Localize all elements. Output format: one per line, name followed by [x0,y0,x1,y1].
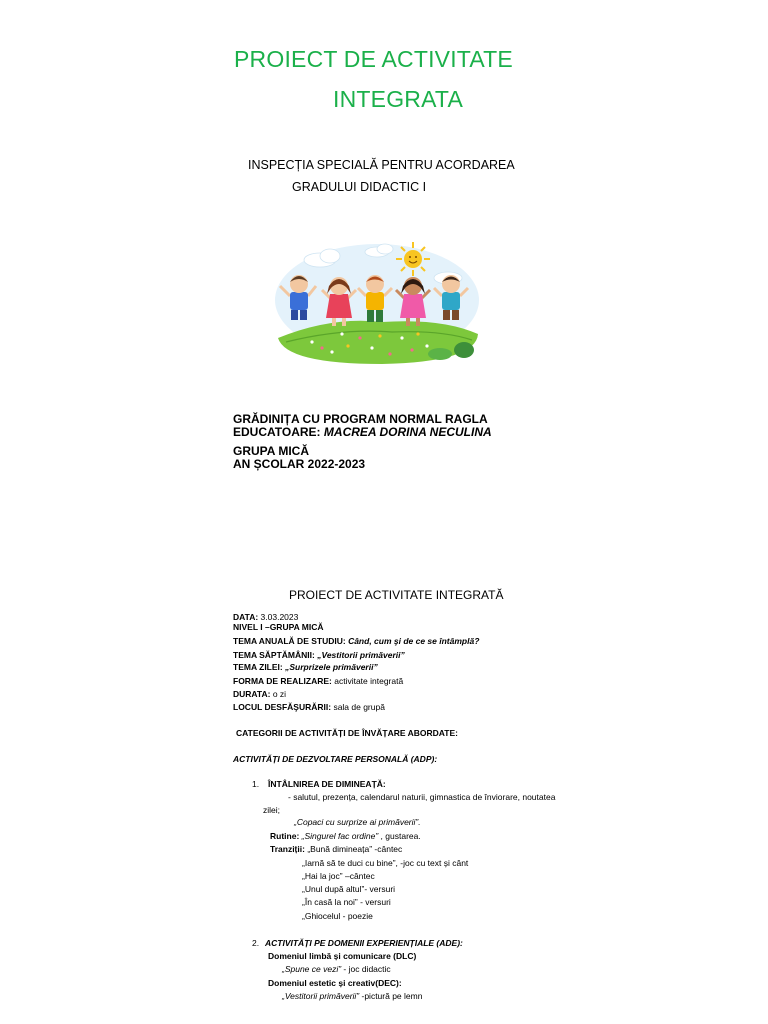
rutine-line [270,831,421,841]
field-value: „Surprizele primăverii” [285,662,378,672]
school-name: GRĂDINIȚA CU PROGRAM NORMAL RAGLA [233,412,488,426]
adp-heading-text: ACTIVITĂȚI DE DEZVOLTARE PERSONALĂ (ADP): [233,754,438,764]
group-name: GRUPA MICĂ [233,444,309,458]
title-line-1: PROIECT DE ACTIVITATE [234,46,513,72]
field-value: Când, cum şi de ce se întâmplă? [348,636,480,646]
dec-item [282,991,422,1001]
field-tema-anuala [233,636,479,646]
section-2-heading [265,938,463,948]
field-label: FORMA DE REALIZARE: [233,676,335,686]
educator-label: EDUCATOARE: [233,425,321,439]
field-value: activitate integrată [334,676,404,686]
section-1-quote-text: „Copaci cu surprize ai primăverii”. [294,817,421,827]
field-label: TEMA ZILEI: [233,662,286,672]
section-1-quote [294,817,421,827]
dec-label-text: Domeniul estetic și creativ(DEC): [268,978,402,988]
field-tema-zilei [233,662,378,672]
dec-label [268,978,402,988]
tranzitii-item: „Ghiocelul - poezie [302,911,373,921]
field-label: DURATA: [233,689,273,699]
subtitle-line-2: GRADULUI DIDACTIC I [292,180,427,194]
children-jumping-illustration [272,238,482,372]
section-1-desc-line-1: - salutul, prezența, calendarul naturii, gimnastica de înviorare, noutatea [288,792,556,802]
field-label: TEMA SĂPTĂMÂNII: [233,650,318,660]
dlc-item-title: „Spune ce vezi” [282,964,342,974]
field-label: TEMA ANUALĂ DE STUDIU: [233,636,349,646]
categories-heading [236,728,458,738]
section-1-heading [268,779,386,789]
field-value: sala de grupă [333,702,385,712]
sun-icon [396,242,430,276]
dlc-label-text: Domeniul limbă și comunicare (DLC) [268,951,417,961]
tranzitii-item: „În casă la noi” - versuri [302,897,391,907]
field-value: „Vestitorii primăverii” [317,650,405,660]
school-year: AN ȘCOLAR 2022-2023 [233,457,366,471]
project-title: PROIECT DE ACTIVITATE INTEGRATĂ [289,588,504,602]
field-value: o zi [272,689,287,699]
field-value: 3.03.2023 [258,612,299,622]
field-locul [233,702,385,712]
tranzitii-item: „Hai la joc” –cântec [302,871,375,881]
field-forma [233,676,403,686]
rutine-value: „Singurel fac ordine” [301,831,379,841]
field-durata [233,689,286,699]
adp-heading [233,754,437,764]
section-1-number: 1. [252,779,260,789]
rutine-rest: , gustarea. [378,831,421,841]
dlc-item-rest: - joc didactic [341,964,391,974]
tranzitii-item: „Iarnă să te duci cu bine”, -joc cu text și cânt [302,858,469,868]
field-nivel [233,622,324,632]
field-label: LOCUL DESFĂŞURĂRII: [233,702,334,712]
dec-item-rest: -pictură pe lemn [359,991,423,1001]
tranzitii-value: „Bună dimineața” -cântec [307,844,403,854]
subtitle-line-1: INSPECȚIA SPECIALĂ PENTRU ACORDAREA [248,158,515,172]
categories-heading-text: CATEGORII DE ACTIVITĂȚI DE ÎNVĂȚARE ABORDATE: [236,728,458,738]
educator-name: MACREA DORINA NECULINA [323,425,492,439]
tranzitii-line [270,844,402,854]
section-1-heading-text: ÎNTÂLNIREA DE DIMINEAȚĂ: [268,779,386,789]
section-1-desc-line-2: zilei; [263,805,281,815]
educator-line [233,426,492,439]
field-label: NIVEL I –GRUPA MICĂ [233,622,324,632]
dlc-item [282,964,391,974]
field-data [233,612,298,622]
dec-item-title: „Vestitorii primăverii” [282,991,360,1001]
field-tema-saptamanii [233,650,405,660]
rutine-label: Rutine: [270,831,302,841]
tranzitii-item: „Unul după altul”- versuri [302,884,396,894]
title-line-2: INTEGRATA [333,86,464,112]
dlc-label [268,951,416,961]
section-2-heading-text: ACTIVITĂȚI PE DOMENII EXPERIENȚIALE (ADE): [265,938,463,948]
tranzitii-label: Tranziții: [270,844,308,854]
section-2-number: 2. [252,938,260,948]
field-label: DATA: [233,612,259,622]
